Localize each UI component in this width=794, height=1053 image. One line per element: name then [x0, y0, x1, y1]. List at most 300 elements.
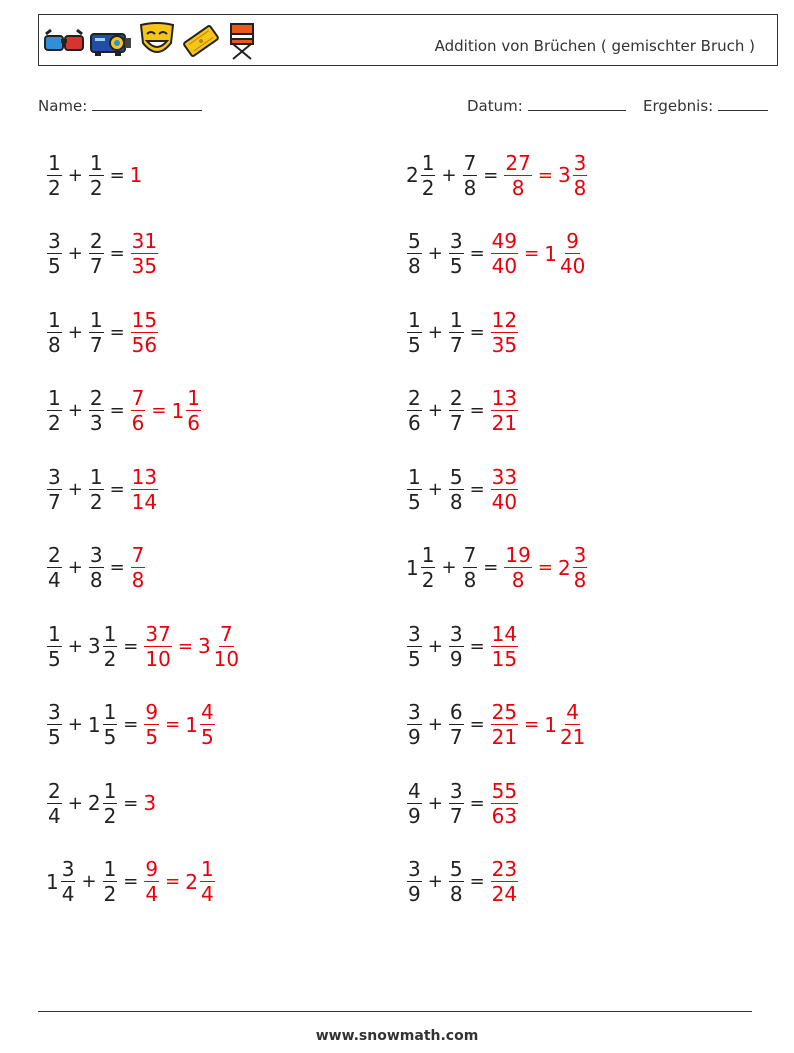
answer-denominator: 5: [145, 725, 159, 749]
addend-a-numerator: 2: [48, 543, 61, 567]
addend-a-numerator: 1: [48, 150, 61, 175]
addend-b-whole: 2: [87, 791, 101, 815]
addend-a-fraction: [47, 622, 62, 671]
answer: [130, 465, 159, 514]
answer: [503, 151, 588, 200]
addend-b-denominator: 7: [89, 254, 103, 278]
problem-item: [406, 224, 587, 284]
director-chair-icon: [225, 21, 259, 61]
answer-equals-sign: =: [537, 557, 553, 578]
answer-numerator: 3: [573, 150, 587, 175]
answer-whole: 2: [185, 869, 198, 894]
answer-fraction: [491, 229, 518, 278]
addend-a-numerator: 1: [421, 543, 435, 567]
addend-a-numerator: 3: [48, 229, 61, 253]
addend-a-term: [406, 386, 423, 435]
answer-numerator: 33: [491, 464, 518, 489]
answer-numerator: 19: [505, 543, 531, 567]
answer-term: [503, 543, 532, 592]
answer-numerator: 1: [200, 857, 214, 881]
addend-a-fraction: [407, 857, 422, 906]
addend-a-denominator: 5: [48, 725, 61, 749]
answer-numerator: 23: [491, 857, 518, 881]
answer-fraction: [504, 151, 531, 200]
addend-a-term: [46, 857, 76, 906]
answer-term: [544, 700, 587, 749]
answer-equals-sign: =: [537, 164, 553, 186]
addend-a-fraction: [407, 465, 422, 514]
addend-b-denominator: 9: [449, 646, 463, 671]
addend-a-fraction: [61, 857, 76, 906]
addend-b-denominator: 2: [89, 175, 103, 200]
addend-a-term: [406, 622, 423, 671]
answer-denominator: 56: [131, 332, 158, 357]
addend-a-numerator: 1: [408, 464, 421, 489]
answer-denominator: 63: [491, 803, 518, 828]
equals-sign: =: [469, 635, 485, 657]
addend-b-denominator: 2: [103, 646, 117, 671]
answer-numerator: 37: [145, 621, 171, 646]
plus-sign: +: [67, 243, 83, 264]
addend-a-denominator: 4: [61, 882, 75, 906]
answer-whole: 1: [171, 398, 185, 423]
plus-sign: +: [67, 635, 83, 657]
answer-denominator: 6: [187, 411, 200, 435]
answer-fraction: [504, 543, 531, 592]
projector-icon: [89, 24, 133, 58]
addend-b-denominator: 8: [449, 489, 463, 514]
answer-term: [544, 229, 587, 278]
answer-equals-sign: =: [165, 871, 181, 892]
result-blank[interactable]: [718, 94, 768, 111]
name-field: [38, 94, 202, 115]
addend-b-term: [88, 151, 105, 200]
equals-sign: =: [469, 871, 485, 892]
answer-denominator: 40: [491, 489, 518, 514]
problem-item: [406, 538, 588, 598]
answer: [490, 229, 588, 278]
addend-b-term: [88, 700, 118, 749]
answer-term: [130, 308, 159, 357]
addend-a-term: [46, 622, 63, 671]
addend-a-numerator: 3: [408, 857, 421, 881]
answer-numerator: 9: [566, 229, 580, 253]
addend-b-term: [448, 465, 465, 514]
plus-sign: +: [67, 400, 83, 421]
addend-b-term: [88, 308, 105, 357]
addend-a-numerator: 5: [408, 229, 421, 253]
answer-numerator: 14: [491, 621, 518, 646]
addend-b-denominator: 8: [463, 568, 477, 592]
problem-item: [46, 302, 159, 362]
addend-a-whole: 2: [406, 163, 419, 187]
addend-a-numerator: 1: [408, 307, 421, 332]
footer-divider: [38, 1011, 752, 1012]
answer-term: [143, 700, 160, 749]
addend-b-fraction: [89, 386, 104, 435]
addend-b-term: [88, 543, 105, 592]
answer: [130, 163, 144, 187]
answer-numerator: 31: [131, 229, 158, 253]
plus-sign: +: [427, 400, 443, 421]
plus-sign: +: [67, 164, 83, 186]
answer-numerator: 55: [491, 778, 518, 803]
answer: [490, 386, 519, 435]
addend-a-denominator: 2: [48, 411, 61, 435]
answer-term: [171, 386, 201, 435]
answer-term: [558, 151, 588, 200]
addend-a-numerator: 3: [408, 700, 421, 724]
plus-sign: +: [67, 714, 83, 735]
addend-a-term: [46, 308, 63, 357]
addend-a-term: [46, 700, 63, 749]
addend-a-fraction: [47, 151, 62, 200]
answer-denominator: 21: [491, 411, 518, 435]
answer-fraction: [491, 386, 518, 435]
addend-a-term: [406, 700, 423, 749]
answer-denominator: 4: [145, 882, 159, 906]
answer-term: [130, 229, 159, 278]
problem-item: [46, 538, 146, 598]
addend-a-numerator: 4: [408, 778, 421, 803]
addend-b-numerator: 2: [89, 229, 103, 253]
addend-b-numerator: 3: [449, 229, 463, 253]
answer-whole: 1: [544, 241, 557, 266]
answer-term: [185, 700, 215, 749]
addend-b-denominator: 7: [449, 332, 463, 357]
problem-item: [406, 773, 519, 833]
addend-b-denominator: 8: [89, 568, 103, 592]
addend-a-denominator: 2: [48, 175, 61, 200]
equals-sign: =: [469, 792, 485, 814]
addend-b-numerator: 1: [449, 307, 463, 332]
answer-denominator: 8: [511, 175, 525, 200]
addend-b-fraction: [463, 151, 478, 200]
addend-a-fraction: [407, 386, 422, 435]
addend-b-denominator: 2: [103, 882, 117, 906]
answer-denominator: 4: [200, 882, 214, 906]
answer-term: [130, 163, 144, 187]
addend-b-term: [88, 229, 105, 278]
addend-a-fraction: [407, 229, 422, 278]
addend-b-term: [448, 308, 465, 357]
equals-sign: =: [123, 635, 139, 657]
answer-numerator: 12: [491, 307, 518, 332]
answer-term: [143, 857, 160, 906]
addend-b-numerator: 7: [463, 150, 477, 175]
problem-item: [46, 616, 241, 676]
answer-term: [490, 857, 519, 906]
answer: [130, 543, 147, 592]
theater-mask-icon: [137, 21, 177, 61]
answer: [490, 700, 588, 749]
answer-fraction: [491, 622, 518, 671]
answer-fraction: [491, 465, 518, 514]
addend-b-fraction: [89, 151, 104, 200]
addend-b-fraction: [449, 700, 464, 749]
addend-a-denominator: 7: [48, 489, 61, 514]
addend-b-fraction: [89, 229, 104, 278]
plus-sign: +: [81, 871, 97, 892]
answer-fraction: [131, 386, 146, 435]
addend-a-numerator: 2: [48, 778, 61, 803]
addend-a-numerator: 3: [408, 621, 421, 646]
addend-a-denominator: 4: [48, 803, 61, 828]
addend-a-numerator: 3: [48, 700, 61, 724]
equals-sign: =: [123, 792, 139, 814]
cinema-ticket-icon: [181, 21, 221, 61]
addend-b-denominator: 7: [89, 332, 103, 357]
addend-a-numerator: 2: [408, 386, 421, 410]
answer: [143, 857, 215, 906]
answer-term: [490, 779, 519, 828]
answer-whole: 3: [143, 791, 157, 815]
date-blank[interactable]: [528, 94, 626, 111]
plus-sign: +: [427, 792, 443, 814]
worksheet-title: Addition von Brüchen ( gemischter Bruch ): [434, 37, 755, 55]
plus-sign: +: [427, 478, 443, 500]
problem-item: [46, 459, 159, 519]
answer-whole: 3: [557, 163, 571, 187]
addend-b-denominator: 8: [449, 882, 463, 906]
addend-b-term: [448, 700, 465, 749]
addend-a-fraction: [407, 779, 422, 828]
addend-a-term: [406, 308, 423, 357]
answer-term: [490, 700, 519, 749]
answer-term: [198, 622, 241, 671]
answer-denominator: 5: [200, 725, 214, 749]
addend-a-term: [46, 151, 63, 200]
answer-denominator: 35: [491, 332, 518, 357]
problem-item: [46, 224, 159, 284]
addend-b-numerator: 1: [89, 464, 103, 489]
answer-fraction: [200, 700, 215, 749]
addend-b-denominator: 5: [449, 254, 463, 278]
answer-denominator: 21: [491, 725, 518, 749]
answer-denominator: 40: [559, 254, 586, 278]
answer-numerator: 1: [187, 386, 200, 410]
plus-sign: +: [67, 478, 83, 500]
addend-b-numerator: 6: [449, 700, 463, 724]
answer-numerator: 3: [573, 543, 587, 567]
answer-denominator: 6: [131, 411, 145, 435]
3d-glasses-icon: [43, 24, 85, 58]
answer: [143, 622, 241, 671]
answer-denominator: 10: [145, 646, 171, 671]
answer-term: [490, 622, 519, 671]
addend-b-numerator: 3: [449, 621, 463, 646]
addend-b-fraction: [103, 700, 118, 749]
plus-sign: +: [427, 243, 443, 264]
addend-a-numerator: 1: [48, 307, 61, 332]
addend-a-fraction: [407, 308, 422, 357]
addend-b-fraction: [89, 465, 104, 514]
addend-a-term: [406, 151, 436, 200]
addend-a-numerator: 1: [48, 621, 61, 646]
addend-a-denominator: 5: [48, 646, 61, 671]
equals-sign: =: [483, 557, 499, 578]
answer-denominator: 8: [573, 568, 587, 592]
answer-equals-sign: =: [177, 635, 193, 657]
addend-b-term: [102, 857, 119, 906]
equals-sign: =: [469, 243, 485, 264]
answer-fraction: [213, 622, 240, 671]
answer-numerator: 4: [200, 700, 214, 724]
answer-denominator: 24: [491, 882, 518, 906]
plus-sign: +: [441, 557, 457, 578]
problem-item: [406, 459, 519, 519]
addend-b-fraction: [89, 308, 104, 357]
addend-b-denominator: 5: [103, 725, 117, 749]
addend-b-denominator: 3: [89, 411, 103, 435]
addend-b-term: [88, 622, 118, 671]
answer: [130, 386, 202, 435]
answer-numerator: 7: [131, 543, 145, 567]
answer-term: [185, 857, 215, 906]
addend-a-whole: 1: [46, 869, 59, 894]
addend-a-fraction: [47, 779, 62, 828]
answer-fraction: [144, 700, 159, 749]
answer-fraction: [131, 308, 158, 357]
addend-a-numerator: 1: [421, 150, 435, 175]
answer-equals-sign: =: [165, 714, 181, 735]
answer-denominator: 8: [511, 568, 525, 592]
addend-b-denominator: 7: [449, 411, 463, 435]
addend-a-whole: 1: [406, 555, 419, 580]
addend-a-term: [46, 386, 63, 435]
equals-sign: =: [469, 478, 485, 500]
addend-b-denominator: 7: [449, 725, 463, 749]
problem-item: [406, 145, 588, 205]
problem-item: [406, 852, 519, 912]
answer-fraction: [200, 857, 215, 906]
answer-numerator: 7: [220, 621, 233, 646]
addend-a-fraction: [47, 386, 62, 435]
answer-term: [503, 151, 532, 200]
answer-numerator: 25: [491, 700, 518, 724]
addend-b-numerator: 3: [449, 778, 463, 803]
addend-a-denominator: 5: [48, 254, 61, 278]
answer-denominator: 40: [491, 254, 518, 278]
addend-b-numerator: 2: [89, 386, 103, 410]
plus-sign: +: [427, 321, 443, 343]
equals-sign: =: [109, 400, 125, 421]
addend-a-fraction: [47, 465, 62, 514]
addend-b-denominator: 8: [463, 175, 477, 200]
addend-b-term: [88, 465, 105, 514]
addend-b-term: [448, 779, 465, 828]
equals-sign: =: [109, 321, 125, 343]
addend-b-fraction: [449, 229, 464, 278]
addend-b-numerator: 1: [103, 778, 117, 803]
answer-fraction: [491, 779, 518, 828]
problem-item: [46, 381, 202, 441]
answer-fraction: [573, 543, 588, 592]
date-field: [467, 94, 626, 115]
addend-a-fraction: [421, 543, 436, 592]
addend-a-term: [406, 543, 436, 592]
equals-sign: =: [109, 243, 125, 264]
addend-a-denominator: 9: [408, 803, 421, 828]
plus-sign: +: [427, 635, 443, 657]
addend-b-numerator: 5: [449, 464, 463, 489]
problem-item: [46, 852, 216, 912]
addend-b-term: [88, 779, 118, 828]
addend-a-term: [46, 465, 63, 514]
addend-a-denominator: 9: [408, 882, 421, 906]
problem-item: [46, 695, 216, 755]
answer-fraction: [491, 700, 518, 749]
addend-a-numerator: 1: [48, 386, 61, 410]
name-label: Name:: [38, 97, 88, 115]
name-blank[interactable]: [92, 94, 202, 111]
problem-item: [406, 695, 587, 755]
header-icons: [43, 19, 259, 63]
addend-a-denominator: 5: [408, 646, 421, 671]
plus-sign: +: [441, 164, 457, 186]
problem-item: [406, 616, 519, 676]
problem-item: [406, 302, 519, 362]
answer-fraction: [144, 622, 171, 671]
addend-a-term: [46, 229, 63, 278]
answer: [143, 700, 215, 749]
answer-whole: 1: [544, 712, 557, 737]
answer-denominator: 8: [573, 175, 587, 200]
answer: [143, 791, 157, 815]
answer-fraction: [131, 229, 158, 278]
addend-b-numerator: 3: [89, 543, 103, 567]
addend-b-term: [448, 386, 465, 435]
addend-b-term: [462, 543, 479, 592]
addend-a-denominator: 2: [421, 568, 435, 592]
answer-term: [490, 465, 519, 514]
addend-a-numerator: 3: [61, 857, 75, 881]
addend-b-fraction: [449, 308, 464, 357]
answer: [130, 308, 159, 357]
addend-a-fraction: [407, 700, 422, 749]
addend-a-term: [406, 229, 423, 278]
answer-term: [143, 791, 157, 815]
date-label: Datum:: [467, 97, 523, 115]
addend-b-term: [462, 151, 479, 200]
plus-sign: +: [427, 714, 443, 735]
footer-url: www.snowmath.com: [315, 1028, 479, 1044]
answer-equals-sign: =: [524, 714, 540, 735]
answer-numerator: 15: [131, 307, 158, 332]
answer-numerator: 9: [145, 857, 159, 881]
addend-a-term: [46, 543, 63, 592]
addend-a-numerator: 3: [48, 464, 61, 489]
answer-numerator: 27: [505, 150, 531, 175]
answer-numerator: 13: [131, 464, 158, 489]
answer-whole: 2: [557, 555, 571, 580]
addend-b-fraction: [449, 779, 464, 828]
plus-sign: +: [67, 792, 83, 814]
addend-a-term: [406, 465, 423, 514]
answer-fraction: [491, 308, 518, 357]
addend-a-fraction: [47, 229, 62, 278]
answer-numerator: 9: [145, 700, 159, 724]
result-label: Ergebnis:: [643, 97, 714, 115]
addend-a-term: [406, 857, 423, 906]
equals-sign: =: [469, 714, 485, 735]
addend-b-whole: 1: [87, 712, 101, 737]
answer-fraction: [559, 229, 586, 278]
addend-b-term: [448, 622, 465, 671]
addend-a-denominator: 5: [408, 332, 421, 357]
equals-sign: =: [109, 557, 125, 578]
answer-fraction: [131, 543, 146, 592]
